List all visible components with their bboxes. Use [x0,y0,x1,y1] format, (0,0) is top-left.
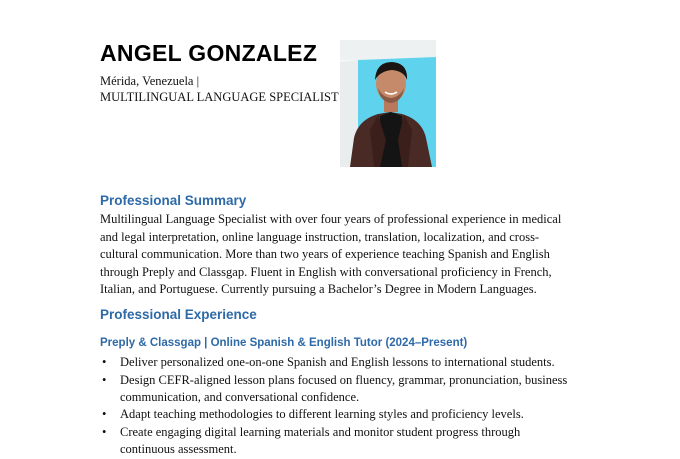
bullet-text: Create engaging digital learning materials and monitor student progress through [120,424,521,439]
bullet-item [100,424,600,458]
candidate-title: MULTILINGUAL LANGUAGE SPECIALIST [100,90,339,104]
bullet-text: continuous assessment. [120,441,237,456]
bullet-symbol: • [102,355,107,369]
professional-summary-text [100,211,580,299]
summary-line: Multilingual Language Specialist with over four years of professional experience in medical [100,212,562,226]
bullet-item [100,406,600,423]
summary-line: and legal interpretation, online language instruction, translation, localization, and cross- [100,229,540,244]
job-heading: Preply & Classgap | Online Spanish & English Tutor (2024–Present) [100,337,468,349]
bullet-symbol: • [102,372,107,387]
bullet-text: Deliver personalized one-on-one Spanish and English lessons to international students. [120,355,555,369]
bullet-item [100,354,600,371]
summary-line: Italian, and Portuguese. Currently pursuing a Bachelor’s Degree in Modern Languages. [100,282,537,297]
bullet-text: Adapt teaching methodologies to different learning styles and proficiency levels. [120,407,524,421]
professional-summary-heading: Professional Summary [100,193,247,208]
bullet-symbol: • [102,407,107,421]
job-bullet-list [100,354,600,458]
bullet-text: Design CEFR-aligned lesson plans focused on fluency, grammar, pronunciation, business [120,372,568,387]
candidate-name: ANGEL GONZALEZ [100,40,318,66]
professional-experience-heading: Professional Experience [100,307,257,322]
bullet-symbol: • [102,424,107,439]
bullet-item [100,372,600,406]
profile-photo [340,40,436,167]
summary-line: through Preply and Classgap. Fluent in English with conversational proficiency in French, [100,264,552,279]
candidate-location: Mérida, Venezuela | [100,74,200,88]
bullet-text: communication, and conversational confidence. [120,389,360,404]
summary-line: cultural communication. More than two years of experience teaching Spanish and English [100,247,550,262]
